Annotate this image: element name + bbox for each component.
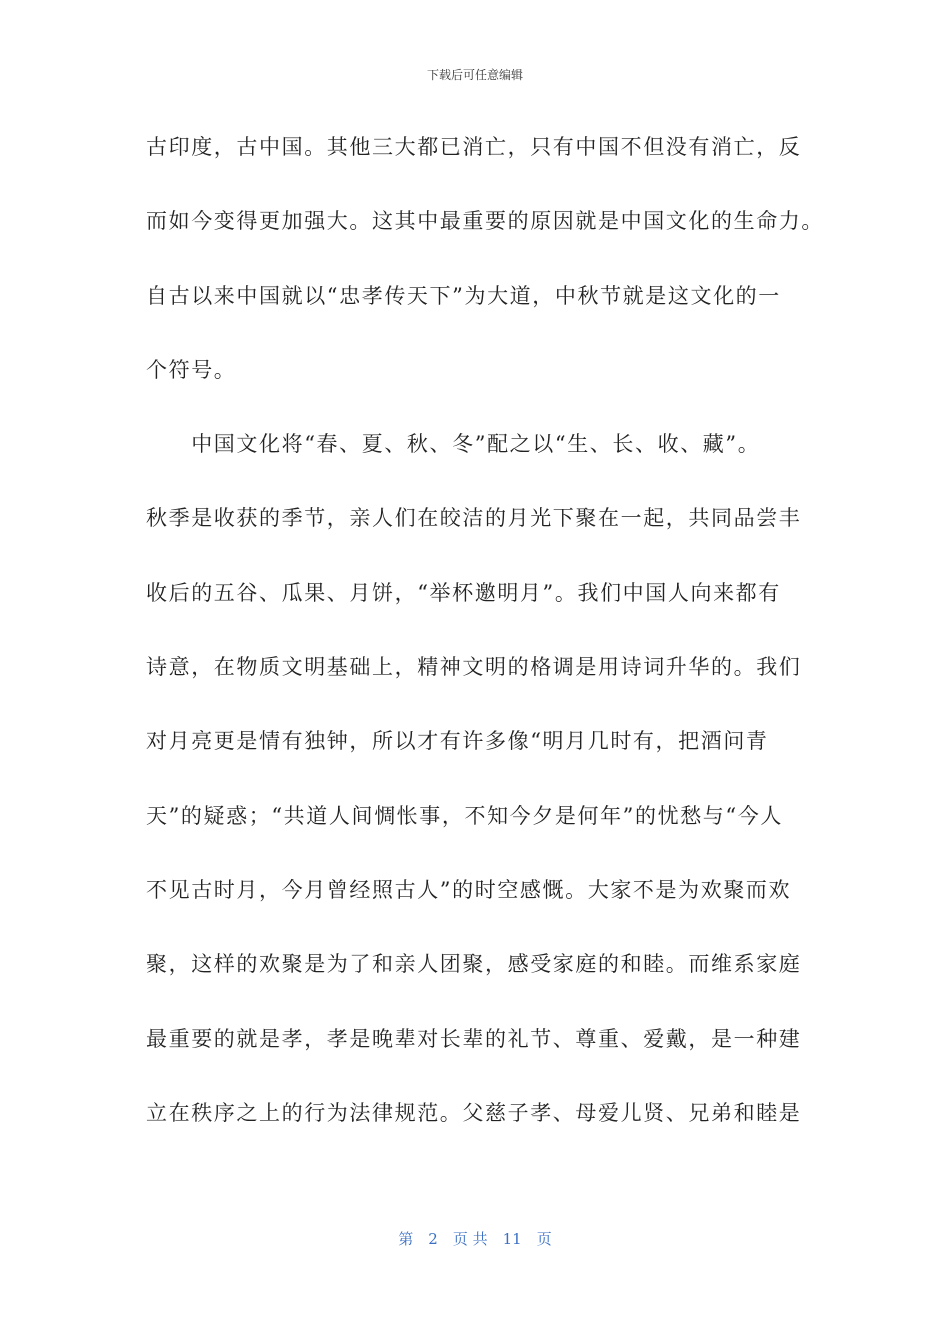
text-line: 诗意，在物质文明基础上，精神文明的格调是用诗词升华的。我们 (146, 655, 802, 680)
text-line: 秋季是收获的季节，亲人们在皎洁的月光下聚在一起，共同品尝丰 (146, 506, 802, 531)
document-body (146, 128, 826, 1168)
text-line: 中国文化将“春、夏、秋、冬”配之以“生、长、收、藏”。 (146, 432, 761, 457)
text-line: 个符号。 (146, 357, 237, 382)
text-line: 不见古时月，今月曾经照古人”的时空感慨。大家不是为欢聚而欢 (146, 877, 792, 902)
text-line: 古印度，古中国。其他三大都已消亡，只有中国不但没有消亡，反 (146, 135, 802, 159)
text-line: 对月亮更是情有独钟，所以才有许多像“明月几时有，把酒问青 (146, 729, 769, 754)
text-line: 立在秩序之上的行为法律规范。父慈子孝、母爱儿贤、兄弟和睦是 (146, 1100, 802, 1125)
text-line: 最重要的就是孝，孝是晚辈对长辈的礼节、尊重、爱戴，是一种建 (146, 1026, 802, 1051)
text-line: 自古以来中国就以“忠孝传天下”为大道，中秋节就是这文化的一 (146, 283, 781, 308)
text-line: 收后的五谷、瓜果、月饼，“举杯邀明月”。我们中国人向来都有 (146, 580, 781, 605)
page-number-footer: 第 2 页 共 11 页 (398, 1230, 552, 1248)
text-line: 聚，这样的欢聚是为了和亲人团聚，感受家庭的和睦。而维系家庭 (146, 952, 802, 977)
text-line: 而如今变得更加强大。这其中最重要的原因就是中国文化的生命力。 (146, 209, 824, 234)
page-header-note: 下载后可任意编辑 (426, 68, 523, 82)
text-line: 天”的疑惑；“共道人间惆怅事，不知今夕是何年”的忧愁与“今人 (146, 803, 783, 828)
